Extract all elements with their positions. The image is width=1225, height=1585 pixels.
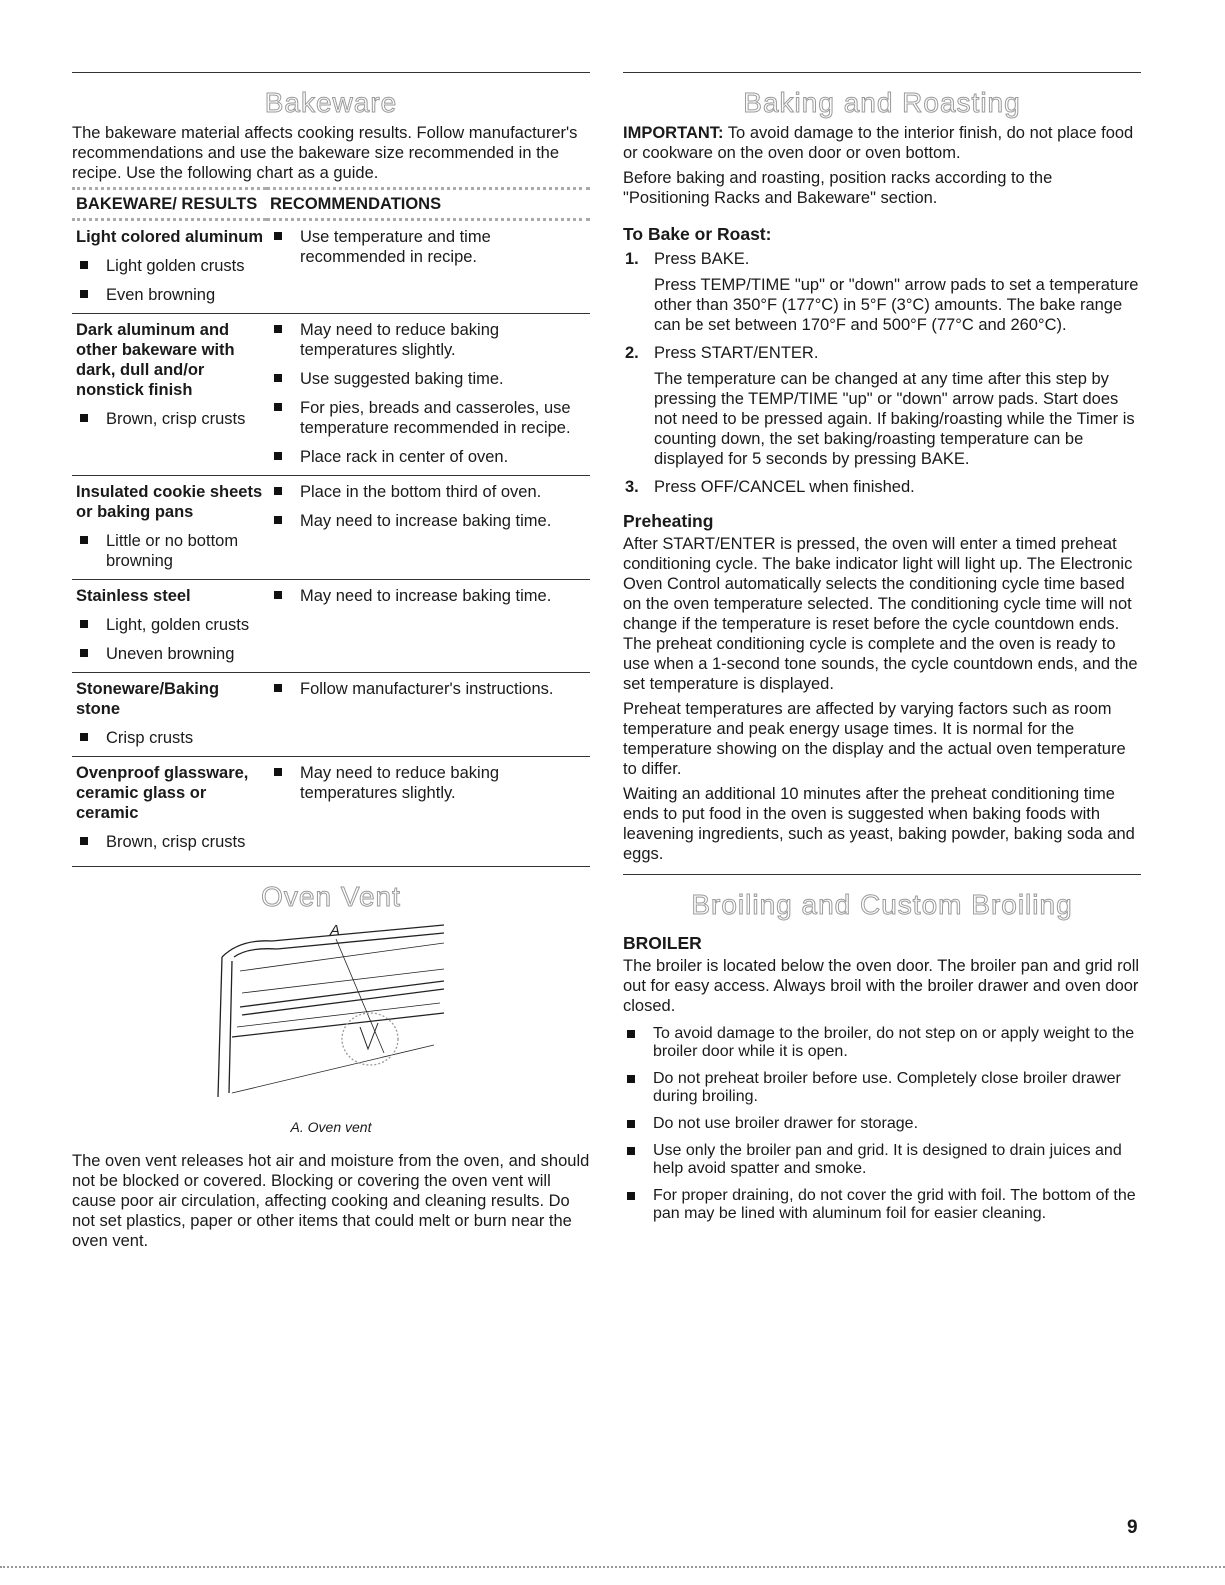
bakeware-chart	[72, 187, 590, 860]
step-text: Press BAKE.	[654, 250, 750, 268]
step-item	[623, 477, 1141, 497]
bakeware-name: Stainless steel	[76, 587, 191, 605]
step-text: Press START/ENTER.	[654, 344, 819, 362]
list-item: Do not use broiler drawer for storage.	[623, 1115, 1141, 1133]
bakeware-intro: The bakeware material affects cooking results. Follow manufacturer's recommendations and use the bakeware size recommended in the recipe. Use the following chart as a guide.	[72, 124, 578, 182]
bakeware-name: Stoneware/Baking stone	[76, 680, 220, 718]
important-note	[623, 123, 1141, 163]
broiler-bullets	[623, 1025, 1141, 1223]
header-recommendations: RECOMMENDATIONS	[266, 189, 590, 220]
broiler-intro: The broiler is located below the oven door. The broiler pan and grid roll out for easy access. Always broil with the broiler drawer and oven door closed.	[623, 957, 1140, 1015]
result-item: Light golden crusts	[76, 256, 266, 276]
right-column	[623, 72, 1141, 1223]
result-item: Light, golden crusts	[76, 615, 266, 635]
list-item: Use only the broiler pan and grid. It is designed to drain juices and help avoid spatter and smoke.	[623, 1142, 1141, 1178]
recommendation-item: For pies, breads and casseroles, use temperature recommended in recipe.	[270, 398, 590, 438]
page-number: 9	[1127, 1517, 1138, 1538]
step-number: 1.	[625, 250, 639, 268]
recommendation-item: Follow manufacturer's instructions.	[270, 679, 590, 699]
step-detail: Press TEMP/TIME "up" or "down" arrow pads to set a temperature other than 350°F (177°C) in 5°F (3°C) amounts. The bake range can be set between 170°F and 500°F (77°C and 260°C).	[654, 276, 1139, 334]
section-divider	[72, 72, 590, 73]
result-item: Uneven browning	[76, 644, 266, 664]
step-text: Press OFF/CANCEL when finished.	[654, 478, 915, 496]
step-item	[623, 249, 1141, 335]
oven-vent-drawing	[72, 917, 590, 1117]
baking-roasting-heading: Baking and Roasting	[743, 87, 1021, 118]
important-text: To avoid damage to the interior finish, do not place food or cookware on the oven door or oven bottom.	[623, 124, 1134, 162]
oven-vent-text: The oven vent releases hot air and moisture from the oven, and should not be blocked or covered. Blocking or covering the oven vent will cause poor air circulation, affecting cooking and cleaning results. Do not set plastics, paper or other items that could melt or burn near the oven vent.	[72, 1152, 590, 1250]
section-divider	[623, 72, 1141, 73]
result-item: Brown, crisp crusts	[76, 409, 266, 429]
step-item	[623, 343, 1141, 469]
table-row	[72, 580, 590, 673]
preheating-paragraph: Waiting an additional 10 minutes after the preheat conditioning time ends to put food in the oven is suggested when baking foods with leavening ingredients, such as yeast, baking powder, baking soda and eggs.	[623, 785, 1135, 863]
bottom-edge-rule	[0, 1566, 1225, 1568]
recommendation-item: Place in the bottom third of oven.	[270, 482, 590, 502]
broiling-heading: Broiling and Custom Broiling	[691, 889, 1073, 920]
bakeware-name: Insulated cookie sheets or baking pans	[76, 483, 263, 521]
recommendation-item: Use temperature and time recommended in recipe.	[270, 227, 590, 267]
table-row	[72, 757, 590, 861]
section-divider	[72, 866, 590, 867]
recommendation-item: Place rack in center of oven.	[270, 447, 590, 467]
recommendation-item: May need to reduce baking temperatures slightly.	[270, 763, 590, 803]
oven-vent-illustration	[72, 917, 590, 1117]
to-bake-title: To Bake or Roast:	[623, 224, 772, 244]
list-item: Do not preheat broiler before use. Completely close broiler drawer during broiling.	[623, 1070, 1141, 1106]
list-item: For proper draining, do not cover the grid with foil. The bottom of the pan may be lined with aluminum foil for easier cleaning.	[623, 1187, 1141, 1223]
table-row	[72, 476, 590, 580]
bakeware-name: Dark aluminum and other bakeware with dark, dull and/or nonstick finish	[76, 321, 235, 399]
step-number: 3.	[625, 478, 639, 496]
bake-steps	[623, 249, 1141, 497]
header-bakeware-results: BAKEWARE/ RESULTS	[72, 189, 266, 220]
preheating-paragraph: After START/ENTER is pressed, the oven will enter a timed preheat conditioning cycle. The bake indicator light will light up. The Electronic Oven Control automatically selects the conditioning cycle time based on the oven temperature selected. The conditioning cycle time will not change if the temperature is reset before the cycle countdown ends. The preheat conditioning cycle is complete and the oven is ready to use when a 1-second tone sounds, the cycle countdown ends, and the set temperature is displayed.	[623, 535, 1138, 693]
list-item: To avoid damage to the broiler, do not step on or apply weight to the broiler door while it is open.	[623, 1025, 1141, 1061]
result-item: Crisp crusts	[76, 728, 266, 748]
before-baking-text: Before baking and roasting, position racks according to the "Positioning Racks and Bakeware" section.	[623, 169, 1053, 207]
recommendation-item: May need to increase baking time.	[270, 511, 590, 531]
table-row	[72, 673, 590, 757]
table-row	[72, 220, 590, 314]
step-number: 2.	[625, 344, 639, 362]
table-row	[72, 314, 590, 476]
figure-label-a: A	[330, 922, 341, 939]
left-column	[72, 72, 590, 1251]
result-item: Little or no bottom browning	[76, 531, 266, 571]
bakeware-name: Ovenproof glassware, ceramic glass or ceramic	[76, 764, 249, 822]
preheating-paragraph: Preheat temperatures are affected by varying factors such as room temperature and peak energy usage times. It is normal for the temperature showing on the display and the actual oven temperature to differ.	[623, 700, 1126, 778]
section-divider	[623, 874, 1141, 875]
broiler-title: BROILER	[623, 933, 702, 953]
bakeware-name: Light colored aluminum	[76, 228, 264, 246]
chart-header-row	[72, 189, 590, 220]
figure-caption: A. Oven vent	[290, 1119, 372, 1135]
result-item: Brown, crisp crusts	[76, 832, 266, 852]
recommendation-item: May need to increase baking time.	[270, 586, 590, 606]
result-item: Even browning	[76, 285, 266, 305]
oven-vent-heading: Oven Vent	[261, 881, 401, 912]
recommendation-item: May need to reduce baking temperatures slightly.	[270, 320, 590, 360]
bakeware-heading: Bakeware	[264, 87, 398, 118]
recommendation-item: Use suggested baking time.	[270, 369, 590, 389]
important-label: IMPORTANT:	[623, 124, 724, 142]
step-detail: The temperature can be changed at any time after this step by pressing the TEMP/TIME "up" or "down" arrow pads. Start does not need to be pressed again. If baking/roasting while the Timer is counting down, the set baking/roasting temperature can be displayed for 5 seconds by pressing BAKE.	[654, 370, 1135, 468]
preheating-title: Preheating	[623, 511, 714, 531]
